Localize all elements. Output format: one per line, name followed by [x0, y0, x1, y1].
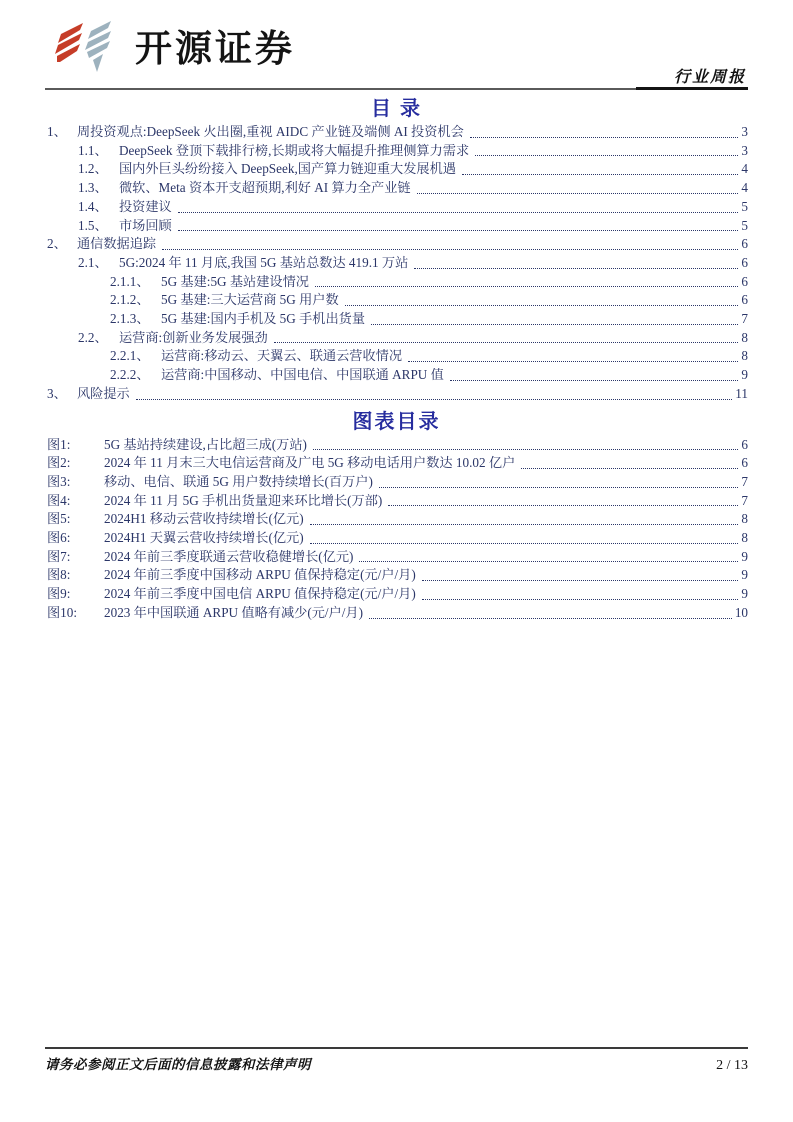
toc-entry[interactable] — [45, 254, 748, 273]
leader-dots — [450, 380, 739, 381]
toc-entry-text: 运营商:创新业务发展强劲 — [119, 329, 268, 345]
toc-entry-page: 8 — [741, 348, 748, 364]
figure-toc-entry-text: 2024 年前三季度联通云营收稳健增长(亿元) — [104, 548, 354, 564]
toc-entry-text: 周投资观点:DeepSeek 火出圈,重视 AIDC 产业链及端侧 AI 投资机会 — [77, 124, 464, 139]
figure-toc-entry[interactable] — [45, 436, 748, 455]
toc-entry-number: 2.1、 — [78, 254, 108, 270]
report-type-label: 行业周报 — [673, 69, 746, 86]
figure-toc-entry-page: 6 — [741, 436, 748, 452]
toc-entry-page: 7 — [741, 311, 748, 327]
toc-entry-page: 11 — [735, 385, 748, 401]
leader-dots — [388, 505, 738, 506]
footer-disclaimer: 请务必参阅正文后面的信息披露和法律声明 — [45, 1056, 311, 1072]
toc-entry-text: 5G:2024 年 11 月底,我国 5G 基站总数达 419.1 万站 — [119, 254, 409, 270]
leader-dots — [475, 155, 738, 156]
figure-toc-entry[interactable] — [45, 585, 748, 604]
toc-entry-page: 9 — [741, 367, 748, 383]
toc-entry-page: 5 — [741, 198, 748, 214]
toc-entry-number: 2、 — [47, 236, 67, 252]
toc-entry[interactable] — [45, 385, 748, 404]
leader-dots — [462, 174, 738, 175]
toc-entry-number: 2.1.3、 — [110, 311, 150, 327]
figure-toc-entry-page: 6 — [741, 455, 748, 471]
toc-entry-text: 通信数据追踪 — [77, 236, 157, 252]
toc-entry-page: 3 — [741, 124, 748, 139]
page-number: 2 / 13 — [716, 1057, 748, 1073]
figure-toc-entry[interactable] — [45, 510, 748, 529]
leader-dots — [345, 305, 739, 306]
figure-toc-entry-text: 2024 年 11 月 5G 手机出货量迎来环比增长(万部) — [104, 492, 383, 508]
figure-toc-entry-number: 图3: — [47, 473, 71, 489]
leader-dots — [359, 561, 738, 562]
leader-dots — [470, 137, 739, 138]
figure-toc-entry-page: 9 — [741, 586, 748, 602]
toc-entry-number: 2.2.2、 — [110, 367, 150, 383]
toc-entry[interactable] — [45, 310, 748, 329]
figure-toc-entry-number: 图8: — [47, 567, 71, 583]
figure-toc-entry[interactable] — [45, 492, 748, 511]
figure-toc-entry-number: 图7: — [47, 548, 71, 564]
toc-title: 目 录 — [371, 98, 422, 120]
leader-dots — [136, 399, 733, 400]
figure-toc-title: 图表目录 — [352, 410, 441, 433]
figure-toc-entry-page: 7 — [741, 492, 748, 508]
figure-toc-entry-text: 5G 基站持续建设,占比超三成(万站) — [104, 436, 307, 452]
leader-dots — [371, 324, 738, 325]
leader-dots — [162, 249, 738, 250]
figure-toc-entry-page: 8 — [741, 530, 748, 546]
toc-entry[interactable] — [45, 291, 748, 310]
toc-entry-text: 5G 基建:三大运营商 5G 用户数 — [161, 292, 339, 308]
header-divider — [45, 88, 748, 90]
leader-dots — [521, 468, 738, 469]
toc-entry-page: 6 — [741, 236, 748, 252]
toc-entry-page: 4 — [741, 161, 748, 177]
toc-entry[interactable] — [45, 198, 748, 217]
toc-entry-text: 微软、Meta 资本开支超预期,利好 AI 算力全产业链 — [119, 180, 411, 196]
toc-entry[interactable] — [45, 329, 748, 348]
leader-dots — [274, 342, 739, 343]
leader-dots — [178, 212, 739, 213]
figure-toc-entry[interactable] — [45, 454, 748, 473]
toc-entry-number: 2.1.1、 — [110, 273, 150, 289]
report-footer — [45, 1047, 748, 1074]
toc-entry[interactable] — [45, 347, 748, 366]
brand-logo — [53, 18, 295, 72]
toc-entry-text: 5G 基建:国内手机及 5G 手机出货量 — [161, 311, 366, 327]
toc-entry-number: 1.4、 — [78, 198, 108, 214]
leader-dots — [310, 524, 739, 525]
report-header — [45, 0, 748, 91]
toc-entry-text: 市场回顾 — [119, 217, 172, 233]
toc-entry[interactable] — [45, 235, 748, 254]
figure-toc-entry-page: 8 — [741, 511, 748, 527]
figure-toc-entry[interactable] — [45, 548, 748, 567]
figure-toc-entry[interactable] — [45, 566, 748, 585]
figure-toc-entry-page: 10 — [734, 604, 748, 620]
toc-entry[interactable] — [45, 160, 748, 179]
toc-entry[interactable] — [45, 179, 748, 198]
figure-toc-entry-text: 2024 年 11 月末三大电信运营商及广电 5G 移动电话用户数达 10.02 亿户 — [104, 455, 516, 471]
toc-entry-number: 1.2、 — [78, 161, 108, 177]
leader-dots — [422, 580, 739, 581]
leader-dots — [379, 487, 739, 488]
figure-toc-entry-page: 9 — [741, 567, 748, 583]
leader-dots — [313, 449, 738, 450]
leader-dots — [369, 618, 732, 619]
toc-entry[interactable] — [45, 217, 748, 236]
toc-entry-text: 运营商:移动云、天翼云、联通云营收情况 — [161, 348, 403, 364]
toc-entry-number: 1、 — [47, 124, 67, 139]
toc-entry-number: 2.1.2、 — [110, 292, 150, 308]
toc-entry-number: 2.2、 — [78, 329, 108, 345]
leader-dots — [422, 599, 739, 600]
toc-entry-page: 5 — [741, 217, 748, 233]
toc-entry-text: 运营商:中国移动、中国电信、中国联通 ARPU 值 — [161, 367, 444, 383]
toc-entry-text: 风险提示 — [77, 385, 130, 401]
toc-entry-page: 8 — [741, 329, 748, 345]
toc-entry-text: 投资建议 — [119, 198, 172, 214]
brand-name: 开源证券 — [135, 28, 295, 69]
figure-toc-entry-number: 图6: — [47, 530, 71, 546]
figure-toc-entry[interactable] — [45, 473, 748, 492]
figure-toc-entry-number: 图1: — [47, 436, 71, 452]
figure-toc-entry[interactable] — [45, 529, 748, 548]
toc-entry[interactable] — [45, 273, 748, 292]
toc-entry-page: 6 — [741, 292, 748, 308]
figure-toc-entry-text: 2024H1 移动云营收持续增长(亿元) — [104, 511, 304, 527]
leader-dots — [414, 268, 738, 269]
figure-toc-entry-text: 2024 年前三季度中国电信 ARPU 值保持稳定(元/户/月) — [104, 586, 416, 602]
figure-toc-entry-number: 图10: — [47, 604, 78, 620]
toc-entry-number: 1.3、 — [78, 180, 108, 196]
toc-entry-text: 国内外巨头纷纷接入 DeepSeek,国产算力链迎重大发展机遇 — [119, 161, 456, 177]
toc-list — [45, 123, 748, 404]
toc-entry[interactable] — [45, 142, 748, 161]
leader-dots — [408, 361, 738, 362]
leader-dots — [178, 230, 739, 231]
toc-entry-number: 1.1、 — [78, 142, 108, 158]
toc-entry-text: DeepSeek 登顶下载排行榜,长期或将大幅提升推理侧算力需求 — [119, 142, 470, 158]
figure-toc-entry[interactable] — [45, 604, 748, 623]
header-divider-accent — [636, 87, 748, 90]
toc-entry-number: 2.2.1、 — [110, 348, 150, 364]
figure-toc-entry-page: 9 — [741, 548, 748, 564]
toc-entry-page: 4 — [741, 180, 748, 196]
kaiyuan-logo-icon — [53, 18, 125, 72]
toc-entry-page: 6 — [741, 254, 748, 270]
figure-toc-entry-text: 移动、电信、联通 5G 用户数持续增长(百万户) — [104, 473, 373, 489]
figure-toc-entry-text: 2024 年前三季度中国移动 ARPU 值保持稳定(元/户/月) — [104, 567, 416, 583]
figure-toc-entry-text: 2024H1 天翼云营收持续增长(亿元) — [104, 530, 304, 546]
figure-toc-entry-number: 图4: — [47, 492, 71, 508]
figure-toc-entry-text: 2023 年中国联通 ARPU 值略有减少(元/户/月) — [104, 604, 363, 620]
figure-toc-entry-number: 图2: — [47, 455, 71, 471]
figure-toc-list — [45, 436, 748, 623]
toc-entry[interactable] — [45, 123, 748, 142]
figure-toc-entry-number: 图9: — [47, 586, 71, 602]
leader-dots — [315, 286, 738, 287]
leader-dots — [310, 543, 739, 544]
toc-entry-number: 3、 — [47, 385, 67, 401]
figure-toc-entry-page: 7 — [741, 473, 748, 489]
toc-entry-page: 3 — [741, 142, 748, 158]
toc-entry-number: 1.5、 — [78, 217, 108, 233]
toc-entry-text: 5G 基建:5G 基站建设情况 — [161, 273, 309, 289]
toc-entry-page: 6 — [741, 273, 748, 289]
leader-dots — [417, 193, 739, 194]
toc-entry[interactable] — [45, 366, 748, 385]
figure-toc-entry-number: 图5: — [47, 511, 71, 527]
